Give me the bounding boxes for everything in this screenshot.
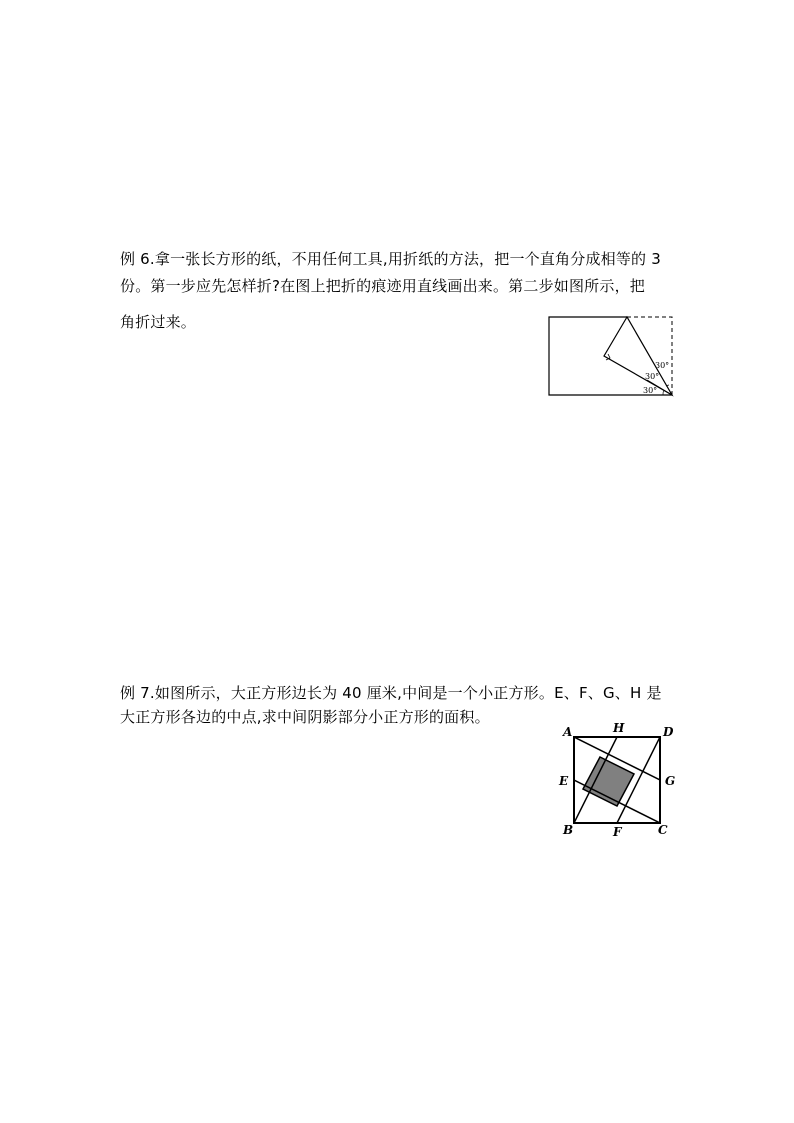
example6-line-2: 份。第一步应先怎样折?在图上把折的痕迹用直线画出来。第二步如图所示，把: [120, 277, 645, 295]
label-C: C: [658, 823, 668, 837]
label-H: H: [613, 721, 625, 735]
label-F: F: [613, 825, 622, 839]
angle-arc-1: [663, 390, 664, 395]
example7-line-2: 大正方形各边的中点,求中间阴影部分小正方形的面积。: [120, 708, 490, 726]
example6-line-1: 例 6.拿一张长方形的纸，不用任何工具,用折纸的方法，把一个直角分成相等的 3: [120, 250, 661, 268]
paper-outline: [549, 317, 672, 395]
label-B: B: [563, 823, 574, 837]
angle-label-2: 30°: [645, 372, 660, 381]
example6-line-3: 角折过来。: [120, 313, 197, 331]
example6-fold-figure: [547, 314, 677, 398]
label-G: G: [665, 774, 676, 788]
angle-label-1: 30°: [655, 361, 670, 370]
example7-square-figure: [555, 720, 680, 842]
angle-label-3: 30°: [643, 386, 658, 395]
label-D: D: [663, 725, 674, 739]
label-E: E: [559, 774, 569, 788]
shaded-small-square: [583, 757, 634, 806]
folded-flap: [604, 317, 672, 395]
example6-text: [120, 246, 680, 300]
label-A: A: [563, 725, 573, 739]
example7-line-1: 例 7.如图所示，大正方形边长为 40 厘米,中间是一个小正方形。E、F、G、H 是: [120, 684, 662, 702]
